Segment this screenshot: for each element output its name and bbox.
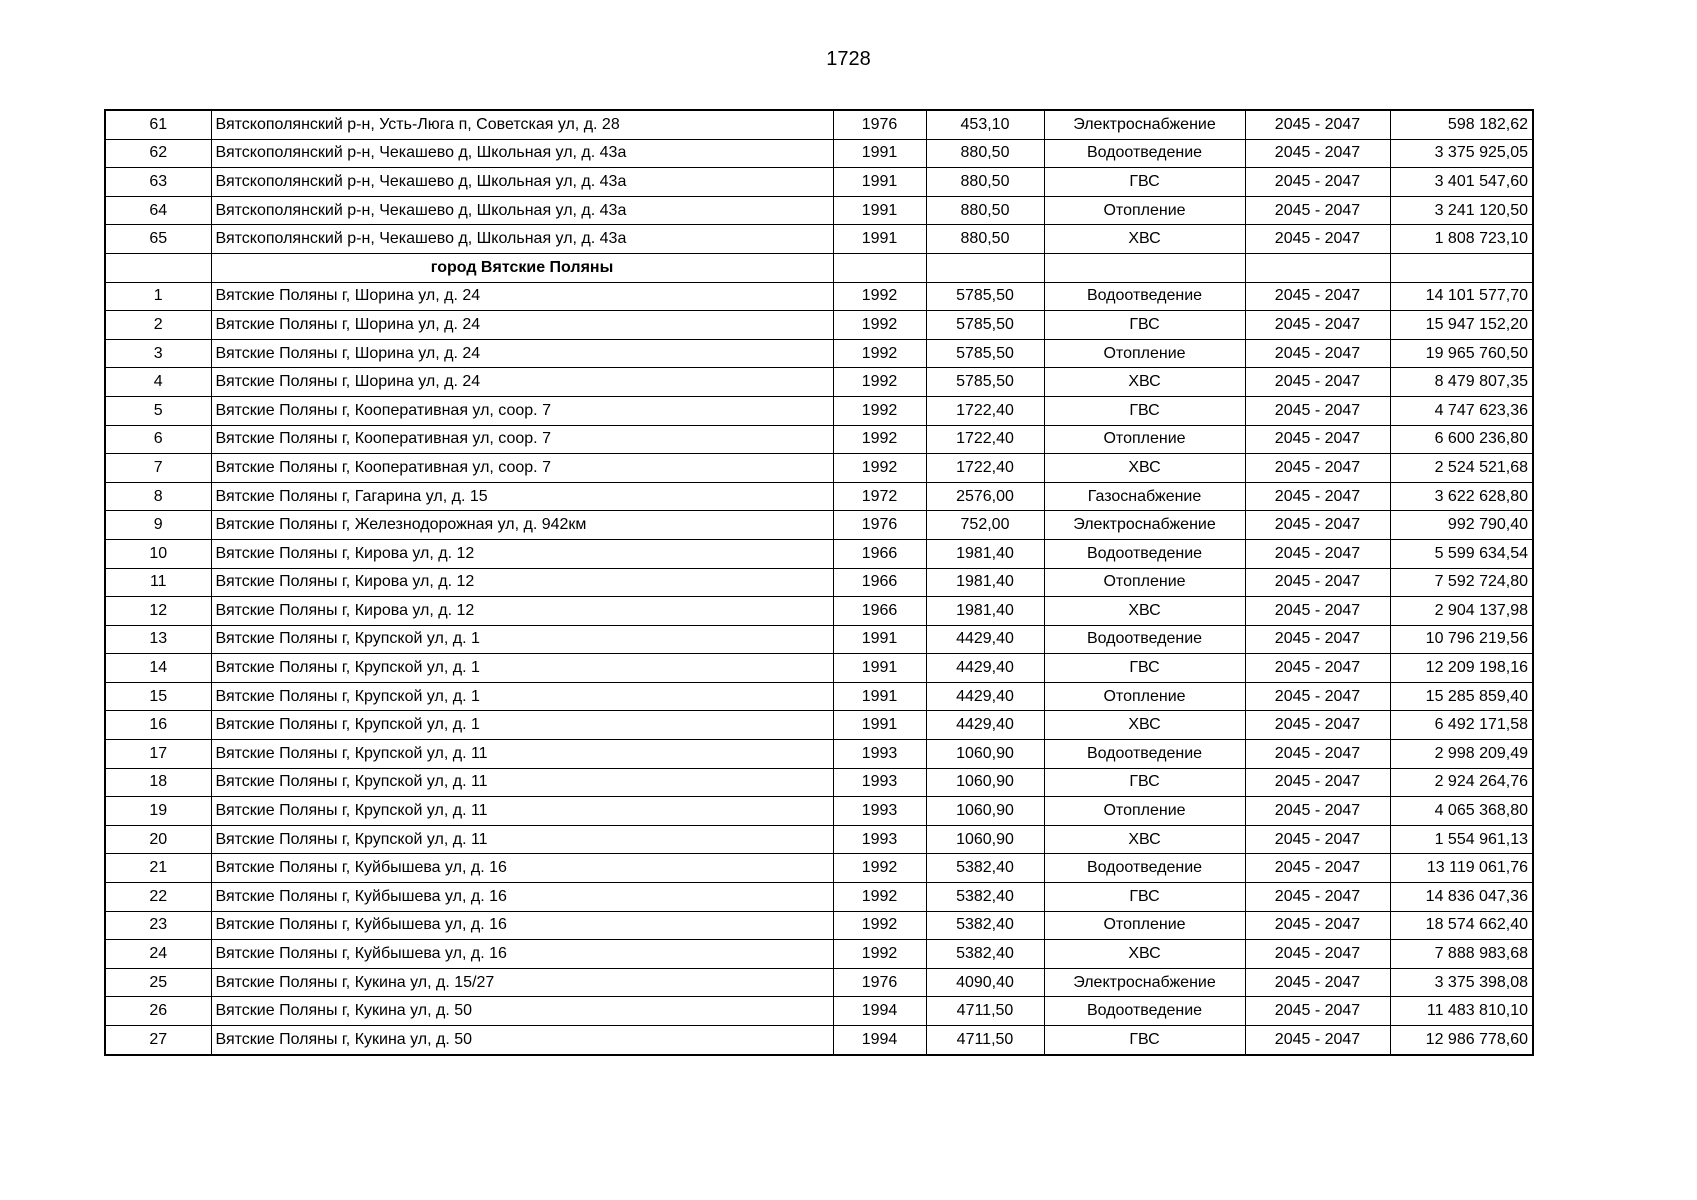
period-cell: 2045 - 2047 [1245, 539, 1390, 568]
year-cell: 1993 [833, 740, 926, 769]
table-row [105, 711, 1533, 740]
row-number: 19 [105, 797, 211, 826]
row-number: 62 [105, 139, 211, 168]
year-cell: 1992 [833, 940, 926, 969]
row-number: 3 [105, 339, 211, 368]
period-cell: 2045 - 2047 [1245, 797, 1390, 826]
period-cell: 2045 - 2047 [1245, 768, 1390, 797]
year-cell: 1991 [833, 625, 926, 654]
row-number: 65 [105, 225, 211, 254]
row-number: 17 [105, 740, 211, 769]
table-row [105, 396, 1533, 425]
work-type-cell: Водоотведение [1044, 740, 1245, 769]
year-cell: 1992 [833, 311, 926, 340]
year-cell: 1966 [833, 539, 926, 568]
area-cell: 1060,90 [926, 797, 1044, 826]
table-row [105, 196, 1533, 225]
cost-cell: 14 836 047,36 [1390, 883, 1533, 912]
row-number: 2 [105, 311, 211, 340]
address-cell: Вятские Поляны г, Куйбышева ул, д. 16 [211, 883, 833, 912]
area-cell: 880,50 [926, 225, 1044, 254]
row-number: 4 [105, 368, 211, 397]
table-row [105, 225, 1533, 254]
year-cell: 1976 [833, 511, 926, 540]
area-cell: 5382,40 [926, 911, 1044, 940]
period-cell: 2045 - 2047 [1245, 940, 1390, 969]
work-type-cell: Водоотведение [1044, 854, 1245, 883]
cost-cell: 4 747 623,36 [1390, 396, 1533, 425]
work-type-cell: Водоотведение [1044, 139, 1245, 168]
period-cell: 2045 - 2047 [1245, 825, 1390, 854]
address-cell: Вятскополянский р-н, Чекашево д, Школьная ул, д. 43а [211, 139, 833, 168]
period-cell: 2045 - 2047 [1245, 339, 1390, 368]
area-cell: 4090,40 [926, 968, 1044, 997]
row-number: 10 [105, 539, 211, 568]
row-number: 25 [105, 968, 211, 997]
empty-cell [926, 253, 1044, 282]
cost-cell: 3 375 398,08 [1390, 968, 1533, 997]
area-cell: 880,50 [926, 139, 1044, 168]
table-row [105, 597, 1533, 626]
work-type-cell: Электроснабжение [1044, 110, 1245, 139]
cost-cell: 6 492 171,58 [1390, 711, 1533, 740]
work-type-cell: Отопление [1044, 911, 1245, 940]
row-number: 11 [105, 568, 211, 597]
cost-cell: 12 209 198,16 [1390, 654, 1533, 683]
work-type-cell: ГВС [1044, 1026, 1245, 1055]
work-type-cell: Отопление [1044, 339, 1245, 368]
work-type-cell: Отопление [1044, 196, 1245, 225]
year-cell: 1992 [833, 368, 926, 397]
table-row [105, 425, 1533, 454]
address-cell: Вятские Поляны г, Шорина ул, д. 24 [211, 368, 833, 397]
table-row [105, 740, 1533, 769]
empty-cell [1044, 253, 1245, 282]
row-number: 5 [105, 396, 211, 425]
cost-cell: 5 599 634,54 [1390, 539, 1533, 568]
address-cell: Вятские Поляны г, Куйбышева ул, д. 16 [211, 854, 833, 883]
cost-cell: 10 796 219,56 [1390, 625, 1533, 654]
address-cell: Вятскополянский р-н, Чекашево д, Школьная ул, д. 43а [211, 168, 833, 197]
address-cell: Вятские Поляны г, Кукина ул, д. 15/27 [211, 968, 833, 997]
row-number: 27 [105, 1026, 211, 1055]
area-cell: 5382,40 [926, 940, 1044, 969]
year-cell: 1992 [833, 396, 926, 425]
area-cell: 453,10 [926, 110, 1044, 139]
area-cell: 5785,50 [926, 311, 1044, 340]
year-cell: 1992 [833, 339, 926, 368]
area-cell: 4429,40 [926, 682, 1044, 711]
row-number: 24 [105, 940, 211, 969]
period-cell: 2045 - 2047 [1245, 396, 1390, 425]
year-cell: 1994 [833, 1026, 926, 1055]
area-cell: 5382,40 [926, 854, 1044, 883]
area-cell: 1981,40 [926, 539, 1044, 568]
address-cell: Вятские Поляны г, Железнодорожная ул, д. 942км [211, 511, 833, 540]
area-cell: 4711,50 [926, 997, 1044, 1026]
year-cell: 1992 [833, 282, 926, 311]
address-cell: Вятские Поляны г, Кооперативная ул, соор. 7 [211, 425, 833, 454]
area-cell: 1722,40 [926, 454, 1044, 483]
work-type-cell: ХВС [1044, 597, 1245, 626]
address-cell: Вятские Поляны г, Кооперативная ул, соор. 7 [211, 396, 833, 425]
cost-cell: 2 524 521,68 [1390, 454, 1533, 483]
address-cell: Вятские Поляны г, Крупской ул, д. 1 [211, 711, 833, 740]
year-cell: 1991 [833, 196, 926, 225]
area-cell: 1060,90 [926, 740, 1044, 769]
row-number: 9 [105, 511, 211, 540]
area-cell: 5785,50 [926, 339, 1044, 368]
address-cell: Вятские Поляны г, Шорина ул, д. 24 [211, 311, 833, 340]
cost-cell: 598 182,62 [1390, 110, 1533, 139]
address-cell: Вятские Поляны г, Шорина ул, д. 24 [211, 282, 833, 311]
cost-cell: 3 375 925,05 [1390, 139, 1533, 168]
table-row [105, 682, 1533, 711]
area-cell: 4429,40 [926, 654, 1044, 683]
area-cell: 2576,00 [926, 482, 1044, 511]
register-table [104, 109, 1534, 1056]
cost-cell: 7 592 724,80 [1390, 568, 1533, 597]
row-number: 21 [105, 854, 211, 883]
row-number: 12 [105, 597, 211, 626]
cost-cell: 1 808 723,10 [1390, 225, 1533, 254]
work-type-cell: ГВС [1044, 883, 1245, 912]
period-cell: 2045 - 2047 [1245, 711, 1390, 740]
period-cell: 2045 - 2047 [1245, 311, 1390, 340]
table-row [105, 168, 1533, 197]
row-number: 61 [105, 110, 211, 139]
area-cell: 5785,50 [926, 368, 1044, 397]
year-cell: 1991 [833, 168, 926, 197]
address-cell: Вятские Поляны г, Крупской ул, д. 11 [211, 797, 833, 826]
cost-cell: 11 483 810,10 [1390, 997, 1533, 1026]
year-cell: 1992 [833, 911, 926, 940]
period-cell: 2045 - 2047 [1245, 597, 1390, 626]
year-cell: 1991 [833, 139, 926, 168]
table-row [105, 768, 1533, 797]
cost-cell: 8 479 807,35 [1390, 368, 1533, 397]
address-cell: Вятские Поляны г, Крупской ул, д. 11 [211, 825, 833, 854]
work-type-cell: Отопление [1044, 682, 1245, 711]
work-type-cell: Отопление [1044, 568, 1245, 597]
address-cell: Вятскополянский р-н, Усть-Люга п, Советская ул, д. 28 [211, 110, 833, 139]
period-cell: 2045 - 2047 [1245, 139, 1390, 168]
area-cell: 1722,40 [926, 396, 1044, 425]
period-cell: 2045 - 2047 [1245, 225, 1390, 254]
page-number: 1728 [826, 48, 871, 70]
period-cell: 2045 - 2047 [1245, 568, 1390, 597]
table-row [105, 940, 1533, 969]
period-cell: 2045 - 2047 [1245, 168, 1390, 197]
row-number: 18 [105, 768, 211, 797]
area-cell: 5785,50 [926, 282, 1044, 311]
address-cell: Вятские Поляны г, Шорина ул, д. 24 [211, 339, 833, 368]
row-number: 14 [105, 654, 211, 683]
cost-cell: 2 998 209,49 [1390, 740, 1533, 769]
row-number: 6 [105, 425, 211, 454]
work-type-cell: Электроснабжение [1044, 968, 1245, 997]
table-row [105, 339, 1533, 368]
period-cell: 2045 - 2047 [1245, 511, 1390, 540]
row-number: 64 [105, 196, 211, 225]
area-cell: 5382,40 [926, 883, 1044, 912]
year-cell: 1976 [833, 110, 926, 139]
period-cell: 2045 - 2047 [1245, 911, 1390, 940]
address-cell: Вятские Поляны г, Крупской ул, д. 1 [211, 654, 833, 683]
year-cell: 1966 [833, 597, 926, 626]
table-row [105, 568, 1533, 597]
table-row [105, 482, 1533, 511]
row-number: 15 [105, 682, 211, 711]
year-cell: 1991 [833, 682, 926, 711]
table-row [105, 997, 1533, 1026]
row-number: 16 [105, 711, 211, 740]
work-type-cell: ГВС [1044, 168, 1245, 197]
cost-cell: 3 401 547,60 [1390, 168, 1533, 197]
empty-cell [1390, 253, 1533, 282]
address-cell: Вятские Поляны г, Кирова ул, д. 12 [211, 568, 833, 597]
period-cell: 2045 - 2047 [1245, 740, 1390, 769]
work-type-cell: Электроснабжение [1044, 511, 1245, 540]
work-type-cell: ХВС [1044, 454, 1245, 483]
area-cell: 1981,40 [926, 568, 1044, 597]
table-row [105, 454, 1533, 483]
work-type-cell: ГВС [1044, 396, 1245, 425]
cost-cell: 12 986 778,60 [1390, 1026, 1533, 1055]
cost-cell: 15 947 152,20 [1390, 311, 1533, 340]
table-row [105, 825, 1533, 854]
area-cell: 1981,40 [926, 597, 1044, 626]
table-row [105, 282, 1533, 311]
work-type-cell: ХВС [1044, 825, 1245, 854]
cost-cell: 4 065 368,80 [1390, 797, 1533, 826]
row-number: 1 [105, 282, 211, 311]
row-number: 63 [105, 168, 211, 197]
period-cell: 2045 - 2047 [1245, 368, 1390, 397]
year-cell: 1972 [833, 482, 926, 511]
year-cell: 1994 [833, 997, 926, 1026]
address-cell: Вятские Поляны г, Кукина ул, д. 50 [211, 1026, 833, 1055]
work-type-cell: ХВС [1044, 711, 1245, 740]
period-cell: 2045 - 2047 [1245, 454, 1390, 483]
period-cell: 2045 - 2047 [1245, 854, 1390, 883]
cost-cell: 7 888 983,68 [1390, 940, 1533, 969]
area-cell: 1060,90 [926, 825, 1044, 854]
period-cell: 2045 - 2047 [1245, 1026, 1390, 1055]
work-type-cell: ХВС [1044, 225, 1245, 254]
address-cell: Вятские Поляны г, Крупской ул, д. 11 [211, 768, 833, 797]
period-cell: 2045 - 2047 [1245, 654, 1390, 683]
row-number: 7 [105, 454, 211, 483]
address-cell: Вятские Поляны г, Гагарина ул, д. 15 [211, 482, 833, 511]
work-type-cell: Водоотведение [1044, 625, 1245, 654]
table-row [105, 854, 1533, 883]
address-cell: Вятские Поляны г, Крупской ул, д. 1 [211, 682, 833, 711]
period-cell: 2045 - 2047 [1245, 968, 1390, 997]
row-number: 13 [105, 625, 211, 654]
table-row [105, 883, 1533, 912]
year-cell: 1993 [833, 797, 926, 826]
period-cell: 2045 - 2047 [1245, 196, 1390, 225]
work-type-cell: Отопление [1044, 797, 1245, 826]
register-body [105, 110, 1533, 1055]
section-title: город Вятские Поляны [211, 253, 833, 282]
cost-cell: 6 600 236,80 [1390, 425, 1533, 454]
address-cell: Вятские Поляны г, Крупской ул, д. 1 [211, 625, 833, 654]
empty-cell [105, 253, 211, 282]
period-cell: 2045 - 2047 [1245, 682, 1390, 711]
area-cell: 4711,50 [926, 1026, 1044, 1055]
work-type-cell: Газоснабжение [1044, 482, 1245, 511]
year-cell: 1976 [833, 968, 926, 997]
cost-cell: 18 574 662,40 [1390, 911, 1533, 940]
period-cell: 2045 - 2047 [1245, 883, 1390, 912]
period-cell: 2045 - 2047 [1245, 110, 1390, 139]
table-row [105, 625, 1533, 654]
work-type-cell: Водоотведение [1044, 539, 1245, 568]
year-cell: 1992 [833, 425, 926, 454]
table-row [105, 968, 1533, 997]
address-cell: Вятские Поляны г, Куйбышева ул, д. 16 [211, 911, 833, 940]
period-cell: 2045 - 2047 [1245, 282, 1390, 311]
area-cell: 4429,40 [926, 625, 1044, 654]
work-type-cell: Отопление [1044, 425, 1245, 454]
empty-cell [833, 253, 926, 282]
cost-cell: 15 285 859,40 [1390, 682, 1533, 711]
period-cell: 2045 - 2047 [1245, 425, 1390, 454]
empty-cell [1245, 253, 1390, 282]
table-row [105, 539, 1533, 568]
area-cell: 752,00 [926, 511, 1044, 540]
row-number: 8 [105, 482, 211, 511]
year-cell: 1991 [833, 225, 926, 254]
year-cell: 1991 [833, 654, 926, 683]
work-type-cell: Водоотведение [1044, 997, 1245, 1026]
year-cell: 1993 [833, 825, 926, 854]
period-cell: 2045 - 2047 [1245, 482, 1390, 511]
year-cell: 1992 [833, 454, 926, 483]
table-row [105, 139, 1533, 168]
address-cell: Вятские Поляны г, Крупской ул, д. 11 [211, 740, 833, 769]
address-cell: Вятские Поляны г, Кооперативная ул, соор. 7 [211, 454, 833, 483]
period-cell: 2045 - 2047 [1245, 997, 1390, 1026]
row-number: 22 [105, 883, 211, 912]
work-type-cell: ГВС [1044, 768, 1245, 797]
table-row [105, 911, 1533, 940]
area-cell: 4429,40 [926, 711, 1044, 740]
address-cell: Вятскополянский р-н, Чекашево д, Школьная ул, д. 43а [211, 196, 833, 225]
year-cell: 1992 [833, 854, 926, 883]
cost-cell: 1 554 961,13 [1390, 825, 1533, 854]
work-type-cell: ХВС [1044, 368, 1245, 397]
cost-cell: 3 622 628,80 [1390, 482, 1533, 511]
table-row [105, 1026, 1533, 1055]
work-type-cell: ХВС [1044, 940, 1245, 969]
year-cell: 1991 [833, 711, 926, 740]
cost-cell: 19 965 760,50 [1390, 339, 1533, 368]
work-type-cell: ГВС [1044, 654, 1245, 683]
address-cell: Вятские Поляны г, Кирова ул, д. 12 [211, 597, 833, 626]
area-cell: 880,50 [926, 168, 1044, 197]
cost-cell: 3 241 120,50 [1390, 196, 1533, 225]
table-row [105, 511, 1533, 540]
area-cell: 880,50 [926, 196, 1044, 225]
address-cell: Вятскополянский р-н, Чекашево д, Школьная ул, д. 43а [211, 225, 833, 254]
address-cell: Вятские Поляны г, Кирова ул, д. 12 [211, 539, 833, 568]
table-row [105, 311, 1533, 340]
cost-cell: 13 119 061,76 [1390, 854, 1533, 883]
area-cell: 1060,90 [926, 768, 1044, 797]
cost-cell: 14 101 577,70 [1390, 282, 1533, 311]
row-number: 23 [105, 911, 211, 940]
section-header-row [105, 253, 1533, 282]
address-cell: Вятские Поляны г, Куйбышева ул, д. 16 [211, 940, 833, 969]
work-type-cell: ГВС [1044, 311, 1245, 340]
row-number: 26 [105, 997, 211, 1026]
table-row [105, 110, 1533, 139]
area-cell: 1722,40 [926, 425, 1044, 454]
table-row [105, 797, 1533, 826]
address-cell: Вятские Поляны г, Кукина ул, д. 50 [211, 997, 833, 1026]
cost-cell: 992 790,40 [1390, 511, 1533, 540]
year-cell: 1993 [833, 768, 926, 797]
table-row [105, 368, 1533, 397]
cost-cell: 2 904 137,98 [1390, 597, 1533, 626]
period-cell: 2045 - 2047 [1245, 625, 1390, 654]
table-row [105, 654, 1533, 683]
year-cell: 1966 [833, 568, 926, 597]
row-number: 20 [105, 825, 211, 854]
work-type-cell: Водоотведение [1044, 282, 1245, 311]
year-cell: 1992 [833, 883, 926, 912]
cost-cell: 2 924 264,76 [1390, 768, 1533, 797]
